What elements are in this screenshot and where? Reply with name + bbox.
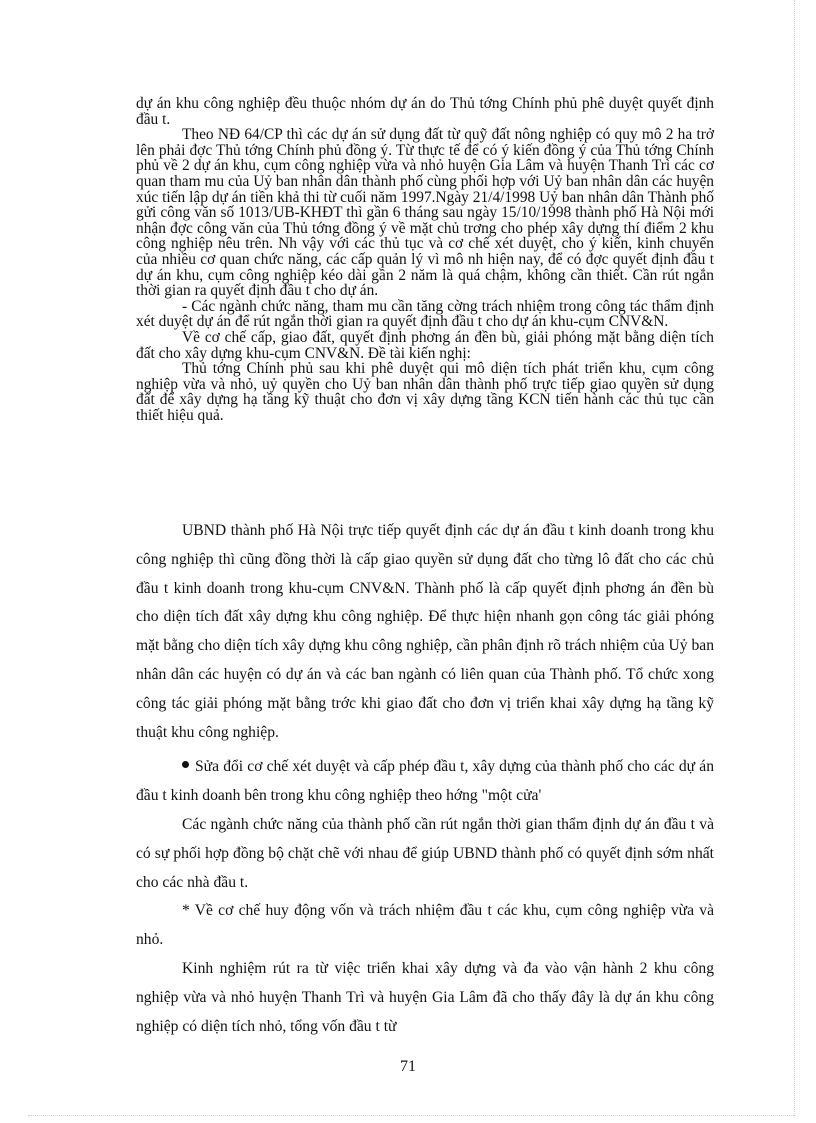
paragraph: Theo NĐ 64/CP thì các dự án sử dụng đất từ quỹ đất nông nghiệp có quy mô 2 ha trở lên phải đợc Thủ tớng Chính phủ đồng ý. Từ thực tế để có ý kiến đồng ý của Thủ tớng Chính phủ về 2 dự án khu, cụm công nghiệp vừa và nhỏ huyện Gia Lâm và huyện Thanh Trì các cơ quan tham mu của Uỷ ban nhân dân thành phố cùng phối hợp với Uỷ ban nhân dân các huyện xúc tiến lập dự án tiền khả thi từ cuối năm 1997.Ngày 21/4/1998 Uỷ ban nhân dân Thành phố gửi công văn số 1013/UB-KHĐT thì gần 6 tháng sau ngày 15/10/1998 thành phố Hà Nội mới nhận đợc công văn của Thủ tớng đồng ý về mặt chủ trơng cho phép xây dựng thí điểm 2 khu công nghiệp nêu trên. Nh vậy với các thủ tục và cơ chế xét duyệt, cho ý kiến, kinh chuyển của nhiều cơ quan chức năng, các cấp quản lý vì mô nh hiện nay, để có đợc quyết định đầu t dự án khu, cụm công nghiệp kéo dài gần 2 năm là quá chậm, không cần thiết. Cần rút ngắn thời gian ra quyết định đầu t cho dự án. (136, 126, 714, 300)
paragraph: Các ngành chức năng của thành phố cần rút ngắn thời gian thẩm định dự án đầu t và có sự phối hợp đồng bộ chặt chẽ với nhau để giúp UBND thành phố có quyết định sớm nhất cho các nhà đầu t. (136, 815, 714, 891)
bullet-text: Sửa đổi cơ chế xét duyệt và cấp phép đầu t, xây dựng của thành phố cho các dự án đầu t kinh doanh bên trong khu công nghiệp theo hớng "một cửa' (136, 758, 714, 805)
paragraph: UBND thành phố Hà Nội trực tiếp quyết định các dự án đầu t kinh doanh trong khu công nghiệp thì cũng đồng thời là cấp giao quyền sử dụng đất cho từng lô đất cho các chủ đầu t kinh doanh trong khu-cụm CNV&N. Thành phố là cấp quyết định phơng án đền bù cho diện tích đất xây dựng khu công nghiệp. Để thực hiện nhanh gọn công tác giải phóng mặt bằng cho diện tích xây dựng khu công nghiệp, cần phân định rõ trách nhiệm của Uỷ ban nhân dân các huyện có dự án và các ban ngành có liên quan của Thành phố. Tổ chức xong công tác giải phóng mặt bằng trớc khi giao đất cho đơn vị triển khai xây dựng hạ tầng kỹ thuật khu công nghiệp. (136, 522, 714, 741)
paragraph: dự án khu công nghiệp đều thuộc nhóm dự án do Thủ tớng Chính phủ phê duyệt quyết định đầu t. (136, 95, 714, 128)
paragraph: - Các ngành chức năng, tham mu cần tăng cờng trách nhiệm trong công tác thẩm định xét duyệt dự án để rút ngắn thời gian ra quyết định đầu t cho dự án khu-cụm CNV&N. (136, 297, 714, 331)
paragraph: Kinh nghiệm rút ra từ việc triển khai xây dựng và đa vào vận hành 2 khu công nghiệp vừa và nhỏ huyện Thanh Trì và huyện Gia Lâm đã cho thấy đây là dự án khu công nghiệp có diện tích nhỏ, tổng vốn đầu t từ (136, 959, 714, 1035)
paragraph: Thủ tớng Chính phủ sau khi phê duyệt qui mô diện tích phát triển khu, cụm công nghiệp vừa và nhỏ, uỷ quyền cho Uỷ ban nhân dân thành phố trực tiếp giao quyền sử dụng đất để xây dựng hạ tầng kỹ thuật cho đơn vị xây dựng tầng KCN tiến hành các thủ tục cần thiết hiệu quả. (136, 360, 714, 424)
paragraph: Về cơ chế cấp, giao đất, quyết định phơng án đền bù, giải phóng mặt bằng diện tích đất cho xây dựng khu-cụm CNV&N. Đề tài kiến nghị: (136, 328, 714, 362)
page-number: 71 (400, 1058, 416, 1075)
spaced-text-section (136, 517, 714, 1041)
paragraph: * Về cơ chế huy động vốn và trách nhiệm đầu t các khu, cụm công nghiệp vừa và nhỏ. (136, 902, 714, 949)
page-border-bottom (28, 1115, 794, 1116)
page-border-right (794, 0, 795, 1116)
bullet-icon (182, 761, 189, 768)
dense-text-section (136, 96, 714, 423)
bullet-paragraph (136, 753, 714, 811)
